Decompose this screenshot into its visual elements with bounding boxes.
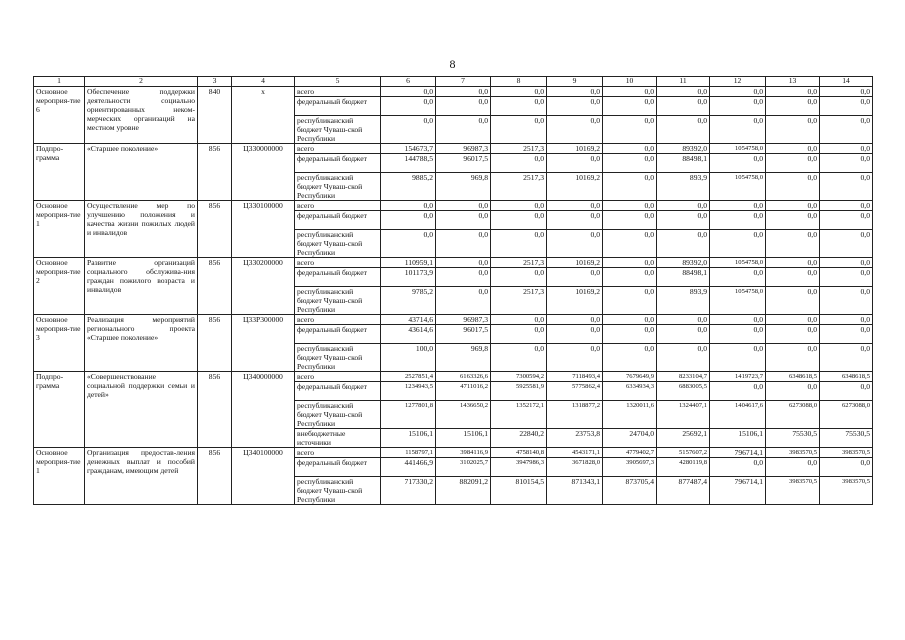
value-cell-col-12: 1054758,0	[710, 287, 766, 315]
value-cell-col-10: 7679649,9	[603, 372, 657, 382]
value-cell-col-6: 0,0	[381, 116, 436, 144]
budget-table	[33, 76, 873, 505]
value-cell-col-10: 6334934,3	[603, 382, 657, 401]
value-cell-col-7: 3102025,7	[436, 458, 491, 477]
value-cell-col-9: 0,0	[547, 325, 603, 344]
row-type-label: Подпро-грамма	[34, 144, 85, 201]
value-cell-col-12: 1419723,7	[710, 372, 766, 382]
value-cell-col-14: 0,0	[820, 173, 873, 201]
value-cell-col-7: 96017,5	[436, 154, 491, 173]
row-budget-code: Ц330100000	[232, 201, 295, 258]
value-cell-col-11: 0,0	[657, 116, 710, 144]
value-cell-col-9: 7118493,4	[547, 372, 603, 382]
value-cell-col-13: 0,0	[766, 230, 820, 258]
value-cell-col-14: 0,0	[820, 315, 873, 325]
funding-source: республиканский бюджет Чуваш-ской Республики	[295, 230, 381, 258]
value-cell-col-9: 0,0	[547, 344, 603, 372]
value-cell-col-6: 100,0	[381, 344, 436, 372]
table-row	[34, 201, 873, 211]
table-row	[34, 144, 873, 154]
value-cell-col-14: 75530,5	[820, 429, 873, 448]
page-number: 8	[449, 57, 456, 71]
header-row	[34, 77, 873, 87]
value-cell-col-8: 0,0	[491, 268, 547, 287]
row-grbs-code: 856	[198, 372, 232, 448]
value-cell-col-14: 0,0	[820, 382, 873, 401]
funding-source: всего	[295, 258, 381, 268]
value-cell-col-9: 0,0	[547, 87, 603, 97]
value-cell-col-7: 0,0	[436, 87, 491, 97]
table-row	[34, 448, 873, 458]
value-cell-col-11: 89392,0	[657, 258, 710, 268]
value-cell-col-8: 7300594,2	[491, 372, 547, 382]
value-cell-col-7: 0,0	[436, 201, 491, 211]
value-cell-col-8: 0,0	[491, 344, 547, 372]
value-cell-col-10: 0,0	[603, 230, 657, 258]
value-cell-col-7: 0,0	[436, 116, 491, 144]
value-cell-col-14: 0,0	[820, 87, 873, 97]
value-cell-col-9: 0,0	[547, 211, 603, 230]
row-grbs-code: 840	[198, 87, 232, 144]
funding-source: федеральный бюджет	[295, 268, 381, 287]
funding-source: федеральный бюджет	[295, 97, 381, 116]
value-cell-col-7: 0,0	[436, 287, 491, 315]
value-cell-col-13: 0,0	[766, 173, 820, 201]
value-cell-col-11: 0,0	[657, 97, 710, 116]
value-cell-col-13: 0,0	[766, 201, 820, 211]
value-cell-col-12: 0,0	[710, 87, 766, 97]
value-cell-col-7: 0,0	[436, 97, 491, 116]
column-header-8: 8	[491, 77, 547, 87]
value-cell-col-13: 3983570,5	[766, 477, 820, 505]
value-cell-col-12: 0,0	[710, 154, 766, 173]
column-header-4: 4	[232, 77, 295, 87]
funding-source: всего	[295, 144, 381, 154]
value-cell-col-8: 2517,3	[491, 258, 547, 268]
value-cell-col-6: 441466,9	[381, 458, 436, 477]
column-header-2: 2	[85, 77, 198, 87]
funding-source: республиканский бюджет Чуваш-ской Республики	[295, 344, 381, 372]
value-cell-col-13: 0,0	[766, 87, 820, 97]
value-cell-col-9: 5775862,4	[547, 382, 603, 401]
value-cell-col-12: 1054758,0	[710, 173, 766, 201]
value-cell-col-8: 0,0	[491, 315, 547, 325]
value-cell-col-10: 0,0	[603, 211, 657, 230]
column-header-3: 3	[198, 77, 232, 87]
value-cell-col-13: 6273088,0	[766, 401, 820, 429]
row-name: Организация предостав-ления денежных выплат и пособий гражданам, имеющим детей	[85, 448, 198, 505]
funding-source: республиканский бюджет Чуваш-ской Республики	[295, 173, 381, 201]
value-cell-col-6: 2527851,4	[381, 372, 436, 382]
value-cell-col-9: 10169,2	[547, 173, 603, 201]
value-cell-col-9: 0,0	[547, 116, 603, 144]
row-budget-code: Ц33P300000	[232, 315, 295, 372]
funding-source: федеральный бюджет	[295, 211, 381, 230]
value-cell-col-6: 0,0	[381, 211, 436, 230]
funding-source: республиканский бюджет Чуваш-ской Республики	[295, 287, 381, 315]
value-cell-col-11: 0,0	[657, 344, 710, 372]
column-header-12: 12	[710, 77, 766, 87]
value-cell-col-13: 0,0	[766, 258, 820, 268]
funding-source: всего	[295, 315, 381, 325]
value-cell-col-12: 796714,1	[710, 477, 766, 505]
funding-source: всего	[295, 372, 381, 382]
row-name: «Старшее поколение»	[85, 144, 198, 201]
value-cell-col-13: 0,0	[766, 211, 820, 230]
value-cell-col-10: 0,0	[603, 325, 657, 344]
value-cell-col-12: 15106,1	[710, 429, 766, 448]
value-cell-col-12: 0,0	[710, 344, 766, 372]
value-cell-col-14: 0,0	[820, 154, 873, 173]
value-cell-col-10: 1320011,6	[603, 401, 657, 429]
value-cell-col-8: 0,0	[491, 230, 547, 258]
value-cell-col-6: 0,0	[381, 97, 436, 116]
value-cell-col-6: 9785,2	[381, 287, 436, 315]
value-cell-col-7: 6163326,6	[436, 372, 491, 382]
row-type-label: Основное мероприя-тие 2	[34, 258, 85, 315]
value-cell-col-9: 0,0	[547, 97, 603, 116]
funding-source: федеральный бюджет	[295, 325, 381, 344]
value-cell-col-10: 24704,0	[603, 429, 657, 448]
value-cell-col-11: 877487,4	[657, 477, 710, 505]
value-cell-col-11: 0,0	[657, 315, 710, 325]
column-header-1: 1	[34, 77, 85, 87]
value-cell-col-11: 0,0	[657, 201, 710, 211]
value-cell-col-6: 110959,1	[381, 258, 436, 268]
value-cell-col-13: 0,0	[766, 144, 820, 154]
funding-source: внебюджетные источники	[295, 429, 381, 448]
value-cell-col-9: 3671828,0	[547, 458, 603, 477]
value-cell-col-13: 6348618,5	[766, 372, 820, 382]
value-cell-col-12: 796714,1	[710, 448, 766, 458]
table-row	[34, 258, 873, 268]
value-cell-col-12: 0,0	[710, 211, 766, 230]
value-cell-col-8: 22840,2	[491, 429, 547, 448]
value-cell-col-13: 0,0	[766, 325, 820, 344]
value-cell-col-14: 6348618,5	[820, 372, 873, 382]
value-cell-col-6: 0,0	[381, 201, 436, 211]
value-cell-col-7: 882091,2	[436, 477, 491, 505]
value-cell-col-7: 969,8	[436, 344, 491, 372]
value-cell-col-11: 0,0	[657, 87, 710, 97]
value-cell-col-14: 0,0	[820, 116, 873, 144]
value-cell-col-8: 0,0	[491, 325, 547, 344]
row-name: Развитие организаций социального обслужива-ния граждан пожилого возраста и инвалидов	[85, 258, 198, 315]
value-cell-col-10: 0,0	[603, 116, 657, 144]
value-cell-col-12: 0,0	[710, 268, 766, 287]
value-cell-col-11: 6883005,5	[657, 382, 710, 401]
value-cell-col-8: 810154,5	[491, 477, 547, 505]
value-cell-col-14: 0,0	[820, 344, 873, 372]
value-cell-col-9: 0,0	[547, 154, 603, 173]
value-cell-col-10: 0,0	[603, 268, 657, 287]
value-cell-col-7: 96017,5	[436, 325, 491, 344]
value-cell-col-11: 89392,0	[657, 144, 710, 154]
value-cell-col-11: 893,9	[657, 287, 710, 315]
value-cell-col-9: 10169,2	[547, 287, 603, 315]
value-cell-col-7: 0,0	[436, 258, 491, 268]
value-cell-col-9: 871343,1	[547, 477, 603, 505]
funding-source: федеральный бюджет	[295, 458, 381, 477]
column-header-14: 14	[820, 77, 873, 87]
value-cell-col-7: 96987,3	[436, 144, 491, 154]
value-cell-col-6: 101173,9	[381, 268, 436, 287]
value-cell-col-8: 0,0	[491, 116, 547, 144]
value-cell-col-13: 0,0	[766, 287, 820, 315]
row-grbs-code: 856	[198, 448, 232, 505]
value-cell-col-13: 0,0	[766, 315, 820, 325]
value-cell-col-13: 0,0	[766, 268, 820, 287]
column-header-9: 9	[547, 77, 603, 87]
value-cell-col-12: 1054758,0	[710, 258, 766, 268]
value-cell-col-14: 0,0	[820, 211, 873, 230]
funding-source: республиканский бюджет Чуваш-ской Республики	[295, 477, 381, 505]
value-cell-col-10: 0,0	[603, 154, 657, 173]
value-cell-col-13: 0,0	[766, 382, 820, 401]
value-cell-col-14: 0,0	[820, 201, 873, 211]
value-cell-col-12: 0,0	[710, 230, 766, 258]
value-cell-col-7: 0,0	[436, 268, 491, 287]
value-cell-col-10: 0,0	[603, 87, 657, 97]
value-cell-col-10: 0,0	[603, 144, 657, 154]
row-type-label: Подпро-грамма	[34, 372, 85, 448]
column-header-10: 10	[603, 77, 657, 87]
row-type-label: Основное мероприя-тие 6	[34, 87, 85, 144]
row-budget-code: Ц330200000	[232, 258, 295, 315]
value-cell-col-13: 0,0	[766, 458, 820, 477]
table-row	[34, 372, 873, 382]
value-cell-col-14: 0,0	[820, 458, 873, 477]
value-cell-col-10: 0,0	[603, 315, 657, 325]
value-cell-col-7: 969,8	[436, 173, 491, 201]
value-cell-col-10: 0,0	[603, 258, 657, 268]
value-cell-col-11: 1324407,1	[657, 401, 710, 429]
table-row	[34, 87, 873, 97]
value-cell-col-11: 88498,1	[657, 154, 710, 173]
value-cell-col-14: 3983570,5	[820, 477, 873, 505]
value-cell-col-13: 0,0	[766, 344, 820, 372]
value-cell-col-11: 0,0	[657, 230, 710, 258]
value-cell-col-6: 43614,6	[381, 325, 436, 344]
column-header-13: 13	[766, 77, 820, 87]
value-cell-col-11: 25692,1	[657, 429, 710, 448]
value-cell-col-6: 1158797,1	[381, 448, 436, 458]
value-cell-col-10: 873705,4	[603, 477, 657, 505]
value-cell-col-10: 0,0	[603, 287, 657, 315]
value-cell-col-13: 0,0	[766, 154, 820, 173]
value-cell-col-10: 0,0	[603, 344, 657, 372]
value-cell-col-12: 0,0	[710, 458, 766, 477]
value-cell-col-8: 4758140,8	[491, 448, 547, 458]
value-cell-col-12: 0,0	[710, 97, 766, 116]
value-cell-col-9: 0,0	[547, 268, 603, 287]
row-name: Обеспечение поддержки деятельности социально ориентированных неком-мерческих организаций на местном уровне	[85, 87, 198, 144]
value-cell-col-14: 0,0	[820, 268, 873, 287]
value-cell-col-9: 4543171,1	[547, 448, 603, 458]
value-cell-col-8: 2517,3	[491, 173, 547, 201]
value-cell-col-13: 3983570,5	[766, 448, 820, 458]
column-header-6: 6	[381, 77, 436, 87]
value-cell-col-11: 8233104,7	[657, 372, 710, 382]
value-cell-col-6: 9885,2	[381, 173, 436, 201]
value-cell-col-14: 0,0	[820, 258, 873, 268]
column-header-5: 5	[295, 77, 381, 87]
value-cell-col-7: 3984116,9	[436, 448, 491, 458]
value-cell-col-8: 3947986,3	[491, 458, 547, 477]
value-cell-col-14: 0,0	[820, 144, 873, 154]
value-cell-col-8: 1352172,1	[491, 401, 547, 429]
value-cell-col-8: 0,0	[491, 154, 547, 173]
funding-source: всего	[295, 201, 381, 211]
value-cell-col-9: 10169,2	[547, 258, 603, 268]
value-cell-col-10: 0,0	[603, 97, 657, 116]
value-cell-col-14: 6273088,0	[820, 401, 873, 429]
row-grbs-code: 856	[198, 144, 232, 201]
value-cell-col-12: 0,0	[710, 325, 766, 344]
value-cell-col-13: 0,0	[766, 97, 820, 116]
value-cell-col-9: 0,0	[547, 230, 603, 258]
value-cell-col-8: 0,0	[491, 97, 547, 116]
row-budget-code: Ц340000000	[232, 372, 295, 448]
value-cell-col-8: 0,0	[491, 201, 547, 211]
row-type-label: Основное мероприя-тие 1	[34, 448, 85, 505]
value-cell-col-7: 1436650,2	[436, 401, 491, 429]
value-cell-col-12: 0,0	[710, 382, 766, 401]
value-cell-col-10: 3905697,3	[603, 458, 657, 477]
value-cell-col-11: 893,9	[657, 173, 710, 201]
value-cell-col-11: 4280119,8	[657, 458, 710, 477]
row-name: Реализация мероприятий регионального проекта «Старшее поколение»	[85, 315, 198, 372]
value-cell-col-12: 0,0	[710, 116, 766, 144]
value-cell-col-14: 0,0	[820, 325, 873, 344]
value-cell-col-6: 1277801,8	[381, 401, 436, 429]
value-cell-col-7: 15106,1	[436, 429, 491, 448]
column-header-11: 11	[657, 77, 710, 87]
value-cell-col-6: 15106,1	[381, 429, 436, 448]
row-type-label: Основное мероприя-тие 1	[34, 201, 85, 258]
value-cell-col-11: 0,0	[657, 325, 710, 344]
funding-source: федеральный бюджет	[295, 154, 381, 173]
row-name: «Совершенствование социальной поддержки семьи и детей»	[85, 372, 198, 448]
value-cell-col-14: 3983570,5	[820, 448, 873, 458]
value-cell-col-9: 0,0	[547, 315, 603, 325]
row-grbs-code: 856	[198, 201, 232, 258]
value-cell-col-12: 0,0	[710, 315, 766, 325]
value-cell-col-9: 0,0	[547, 201, 603, 211]
value-cell-col-6: 43714,6	[381, 315, 436, 325]
value-cell-col-8: 0,0	[491, 211, 547, 230]
funding-source: республиканский бюджет Чуваш-ской Республики	[295, 116, 381, 144]
value-cell-col-14: 0,0	[820, 97, 873, 116]
value-cell-col-9: 1318877,2	[547, 401, 603, 429]
value-cell-col-7: 96987,3	[436, 315, 491, 325]
row-grbs-code: 856	[198, 315, 232, 372]
value-cell-col-9: 23753,8	[547, 429, 603, 448]
value-cell-col-9: 10169,2	[547, 144, 603, 154]
value-cell-col-7: 0,0	[436, 211, 491, 230]
row-type-label: Основное мероприя-тие 3	[34, 315, 85, 372]
value-cell-col-8: 2517,3	[491, 144, 547, 154]
value-cell-col-14: 0,0	[820, 230, 873, 258]
value-cell-col-10: 0,0	[603, 173, 657, 201]
value-cell-col-11: 5157607,2	[657, 448, 710, 458]
value-cell-col-6: 144788,5	[381, 154, 436, 173]
value-cell-col-13: 75530,5	[766, 429, 820, 448]
value-cell-col-8: 0,0	[491, 87, 547, 97]
value-cell-col-8: 2517,3	[491, 287, 547, 315]
value-cell-col-6: 0,0	[381, 87, 436, 97]
table-row	[34, 315, 873, 325]
value-cell-col-8: 5925581,9	[491, 382, 547, 401]
value-cell-col-12: 1054758,0	[710, 144, 766, 154]
row-budget-code: x	[232, 87, 295, 144]
value-cell-col-12: 0,0	[710, 201, 766, 211]
value-cell-col-11: 0,0	[657, 211, 710, 230]
funding-source: всего	[295, 448, 381, 458]
value-cell-col-6: 717330,2	[381, 477, 436, 505]
value-cell-col-10: 0,0	[603, 201, 657, 211]
row-name: Осуществление мер по улучшению положения и качества жизни пожилых людей и инвалидов	[85, 201, 198, 258]
value-cell-col-7: 0,0	[436, 230, 491, 258]
row-budget-code: Ц330000000	[232, 144, 295, 201]
funding-source: всего	[295, 87, 381, 97]
value-cell-col-14: 0,0	[820, 287, 873, 315]
value-cell-col-6: 154673,7	[381, 144, 436, 154]
value-cell-col-13: 0,0	[766, 116, 820, 144]
funding-source: республиканский бюджет Чуваш-ской Республики	[295, 401, 381, 429]
row-budget-code: Ц340100000	[232, 448, 295, 505]
value-cell-col-10: 4779402,7	[603, 448, 657, 458]
value-cell-col-12: 1404617,6	[710, 401, 766, 429]
column-header-7: 7	[436, 77, 491, 87]
funding-source: федеральный бюджет	[295, 382, 381, 401]
value-cell-col-6: 1234943,5	[381, 382, 436, 401]
row-grbs-code: 856	[198, 258, 232, 315]
value-cell-col-7: 4711016,2	[436, 382, 491, 401]
value-cell-col-11: 88498,1	[657, 268, 710, 287]
value-cell-col-6: 0,0	[381, 230, 436, 258]
